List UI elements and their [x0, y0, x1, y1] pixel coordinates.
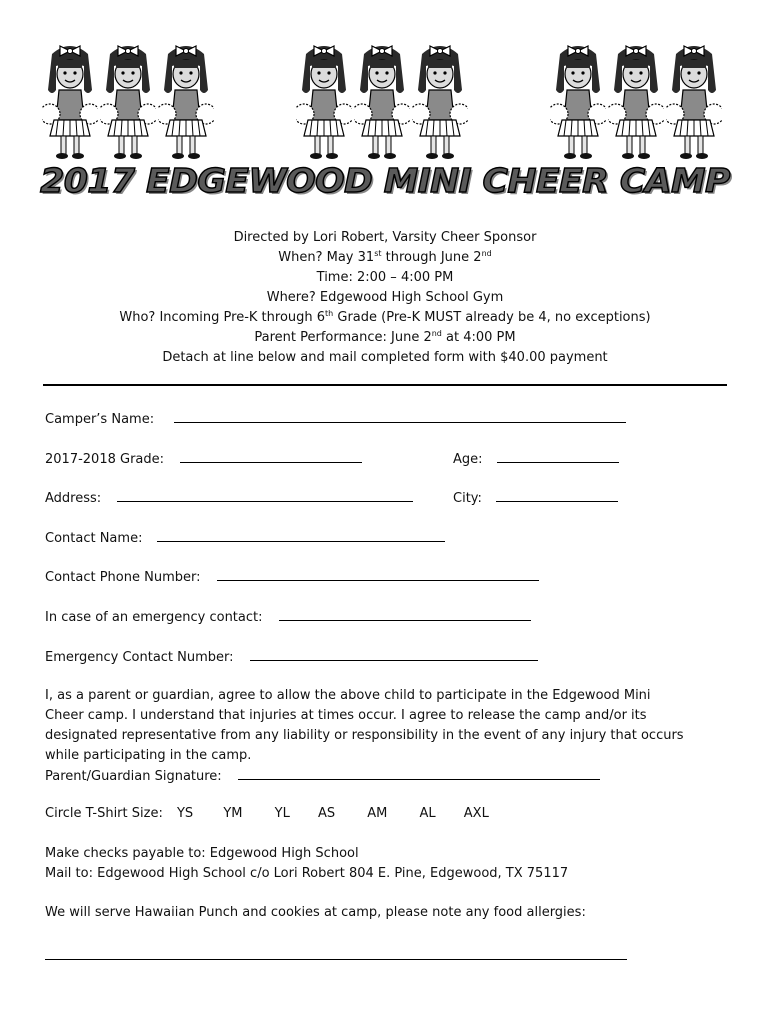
signature-label: Parent/Guardian Signature:	[45, 769, 222, 784]
signature-row	[45, 766, 735, 787]
detach-line: Detach at line below and mail completed form with $40.00 payment	[162, 350, 608, 365]
cheerleader-group-left	[42, 40, 222, 162]
tshirt-size-option[interactable]: YL	[274, 806, 290, 821]
age-row	[453, 449, 619, 467]
detach-divider	[43, 384, 727, 386]
address-label: Address:	[45, 491, 102, 506]
tshirt-size-option[interactable]: AM	[367, 806, 388, 821]
who-line	[0, 308, 770, 328]
title-text: 2017 EDGEWOOD MINI CHEER CAMP	[40, 161, 730, 200]
address-row	[45, 488, 413, 506]
cheerleader-group-center	[296, 40, 476, 162]
mail-line: Mail to: Edgewood High School c/o Lori Robert 804 E. Pine, Edgewood, TX 75117	[45, 866, 569, 881]
allergies-line: We will serve Hawaiian Punch and cookies at camp, please note any food allergies:	[45, 905, 586, 920]
when-line	[0, 248, 770, 268]
contact-name-field[interactable]	[157, 528, 445, 542]
waiver-line: I, as a parent or guardian, agree to allow the above child to participate in the Edgewood Mini	[45, 688, 651, 703]
grade-row	[45, 449, 362, 467]
time-line: Time: 2:00 – 4:00 PM	[316, 270, 454, 285]
director-line: Directed by Lori Robert, Varsity Cheer Sponsor	[233, 230, 537, 245]
performance-text-2: at 4:00 PM	[441, 330, 516, 345]
emergency-number-row	[45, 647, 538, 665]
checks-line: Make checks payable to: Edgewood High School	[45, 846, 359, 861]
tshirt-size-option[interactable]: AL	[419, 806, 436, 821]
who-text-2: Grade (Pre-K MUST already be 4, no exceptions)	[333, 310, 651, 325]
city-field[interactable]	[496, 488, 618, 502]
cheerleader-illustration	[42, 40, 98, 162]
camp-info	[0, 228, 770, 368]
allergies-field[interactable]	[45, 958, 627, 960]
waiver-line: designated representative from any liability or responsibility in the event of any injury that occurs	[45, 728, 684, 743]
page-title	[0, 161, 770, 200]
who-text: Who? Incoming Pre-K through 6	[119, 310, 326, 325]
waiver-line: Cheer camp. I understand that injuries at times occur. I agree to release the camp and/or its	[45, 708, 647, 723]
city-row	[453, 488, 618, 506]
emergency-number-field[interactable]	[250, 647, 538, 661]
tshirt-size-option[interactable]: YS	[176, 806, 194, 821]
cheerleader-illustration	[354, 40, 410, 162]
cheerleader-group-right	[550, 40, 730, 162]
camper-name-field[interactable]	[174, 409, 626, 423]
performance-line	[0, 328, 770, 348]
tshirt-size-option[interactable]: AXL	[463, 806, 489, 821]
performance-sup: nd	[431, 329, 442, 338]
who-sup: th	[325, 309, 334, 318]
cheerleader-illustration	[608, 40, 664, 162]
address-field[interactable]	[117, 488, 413, 502]
emergency-contact-row	[45, 607, 531, 625]
contact-name-row	[45, 528, 445, 546]
grade-field[interactable]	[180, 449, 362, 463]
contact-name-label: Contact Name:	[45, 531, 143, 546]
cheerleader-illustration	[158, 40, 214, 162]
contact-phone-label: Contact Phone Number:	[45, 570, 201, 585]
tshirt-size-option[interactable]: AS	[317, 806, 336, 821]
cheerleader-illustration	[412, 40, 468, 162]
age-label: Age:	[453, 452, 483, 467]
age-field[interactable]	[497, 449, 619, 463]
camper-name-label: Camper’s Name:	[45, 412, 155, 427]
cheerleader-illustration	[666, 40, 722, 162]
when-sup-2: nd	[481, 249, 492, 258]
waiver-line: while participating in the camp.	[45, 748, 252, 763]
contact-phone-row	[45, 567, 539, 585]
cheerleader-illustration	[100, 40, 156, 162]
cheerleader-illustration	[296, 40, 352, 162]
tshirt-label: Circle T-Shirt Size:	[45, 806, 163, 821]
camper-name-row	[45, 409, 626, 427]
grade-label: 2017-2018 Grade:	[45, 452, 165, 467]
tshirt-row	[45, 806, 508, 821]
contact-phone-field[interactable]	[217, 567, 539, 581]
when-text-2: through June 2	[381, 250, 482, 265]
when-sup: st	[374, 249, 382, 258]
performance-text: Parent Performance: June 2	[254, 330, 432, 345]
cheerleader-illustration	[550, 40, 606, 162]
city-label: City:	[453, 491, 482, 506]
emergency-number-label: Emergency Contact Number:	[45, 650, 234, 665]
emergency-contact-label: In case of an emergency contact:	[45, 610, 263, 625]
emergency-contact-field[interactable]	[279, 607, 531, 621]
where-line: Where? Edgewood High School Gym	[266, 290, 504, 305]
tshirt-size-option[interactable]: YM	[223, 806, 243, 821]
waiver-paragraph	[45, 686, 735, 787]
when-text: When? May 31	[278, 250, 375, 265]
signature-field[interactable]	[238, 766, 600, 780]
